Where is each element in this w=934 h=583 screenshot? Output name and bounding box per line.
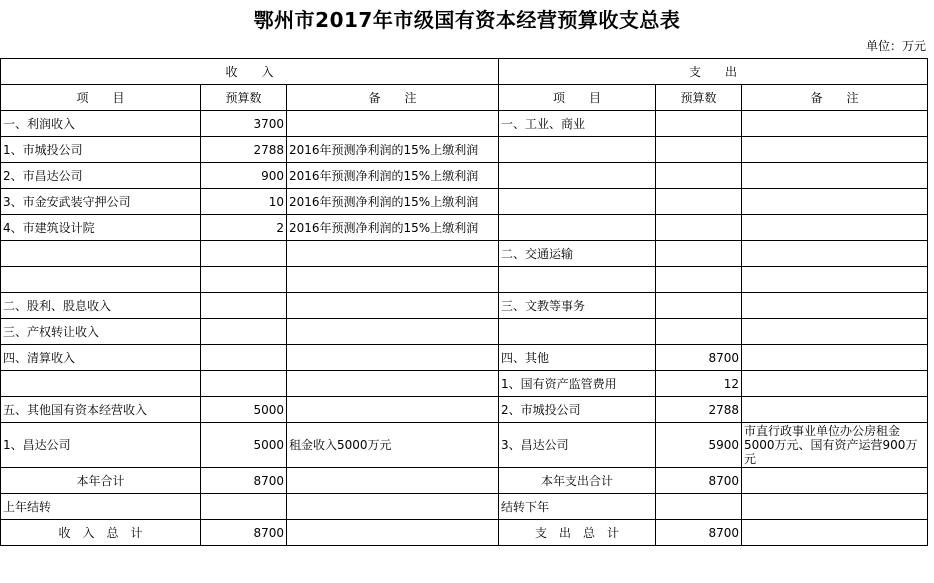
income-item: 1、昌达公司 — [1, 423, 201, 468]
income-budget — [201, 319, 287, 345]
income-budget: 900 — [201, 163, 287, 189]
empty-cell — [287, 468, 499, 494]
expense-budget — [656, 267, 742, 293]
expense-item: 二、交通运输 — [499, 241, 656, 267]
income-note: 2016年预测净利润的15%上缴利润 — [287, 137, 499, 163]
unit-label: 单位：万元 — [865, 39, 926, 53]
income-item — [1, 241, 201, 267]
income-item: 2、市昌达公司 — [1, 163, 201, 189]
income-year-total-value: 8700 — [201, 468, 287, 494]
expense-item — [499, 267, 656, 293]
expense-budget — [656, 163, 742, 189]
expense-note — [742, 397, 928, 423]
expense-item: 三、文教等事务 — [499, 293, 656, 319]
income-item: 3、市金安武装守押公司 — [1, 189, 201, 215]
income-budget: 10 — [201, 189, 287, 215]
expense-note — [742, 163, 928, 189]
income-item: 二、股利、股息收入 — [1, 293, 201, 319]
income-item: 五、其他国有资本经营收入 — [1, 397, 201, 423]
empty-cell — [742, 520, 928, 546]
empty-cell — [287, 494, 499, 520]
income-item: 1、市城投公司 — [1, 137, 201, 163]
income-budget-header: 预算数 — [201, 85, 287, 111]
empty-cell — [656, 494, 742, 520]
income-item — [1, 267, 201, 293]
expense-item — [499, 137, 656, 163]
table-row — [1, 163, 928, 189]
income-item: 四、清算收入 — [1, 345, 201, 371]
expense-item-header: 项 目 — [499, 85, 656, 111]
expense-item: 一、工业、商业 — [499, 111, 656, 137]
expense-budget — [656, 111, 742, 137]
income-item-header: 项 目 — [1, 85, 201, 111]
carry-out-label: 结转下年 — [499, 494, 656, 520]
empty-cell — [201, 494, 287, 520]
table-row — [1, 267, 928, 293]
income-item: 4、市建筑设计院 — [1, 215, 201, 241]
expense-budget-header: 预算数 — [656, 85, 742, 111]
expense-note: 市直行政事业单位办公房租金5000万元、国有资产运营900万元 — [742, 423, 928, 468]
expense-item — [499, 163, 656, 189]
income-note-header: 备 注 — [287, 85, 499, 111]
grand-total-row — [1, 520, 928, 546]
table-row — [1, 371, 928, 397]
expense-note — [742, 189, 928, 215]
expense-item — [499, 189, 656, 215]
income-note — [287, 397, 499, 423]
income-item — [1, 371, 201, 397]
expense-budget — [656, 215, 742, 241]
expense-header: 支 出 — [499, 59, 928, 85]
income-note: 2016年预测净利润的15%上缴利润 — [287, 189, 499, 215]
table-row — [1, 189, 928, 215]
income-note: 2016年预测净利润的15%上缴利润 — [287, 215, 499, 241]
expense-budget: 12 — [656, 371, 742, 397]
table-row — [1, 241, 928, 267]
table-row — [1, 319, 928, 345]
column-header-row — [1, 85, 928, 111]
income-budget — [201, 371, 287, 397]
expense-year-total-label: 本年支出合计 — [499, 468, 656, 494]
income-budget: 5000 — [201, 397, 287, 423]
expense-note — [742, 345, 928, 371]
expense-budget: 5900 — [656, 423, 742, 468]
empty-cell — [742, 468, 928, 494]
carry-in-label: 上年结转 — [1, 494, 201, 520]
income-grand-total-value: 8700 — [201, 520, 287, 546]
expense-year-total-value: 8700 — [656, 468, 742, 494]
expense-item — [499, 215, 656, 241]
income-header: 收 入 — [1, 59, 499, 85]
year-total-row — [1, 468, 928, 494]
expense-note — [742, 267, 928, 293]
income-note — [287, 293, 499, 319]
section-header-row — [1, 59, 928, 85]
expense-budget — [656, 189, 742, 215]
income-budget: 2788 — [201, 137, 287, 163]
empty-cell — [287, 520, 499, 546]
table-row — [1, 215, 928, 241]
expense-item: 四、其他 — [499, 345, 656, 371]
income-note — [287, 345, 499, 371]
page-title: 鄂州市2017年市级国有资本经营预算收支总表 — [253, 8, 681, 32]
expense-item — [499, 319, 656, 345]
table-row — [1, 137, 928, 163]
expense-budget: 8700 — [656, 345, 742, 371]
income-budget — [201, 241, 287, 267]
income-budget — [201, 267, 287, 293]
income-budget: 5000 — [201, 423, 287, 468]
expense-note — [742, 241, 928, 267]
expense-note — [742, 215, 928, 241]
income-note: 2016年预测净利润的15%上缴利润 — [287, 163, 499, 189]
income-note: 租金收入5000万元 — [287, 423, 499, 468]
table-row — [1, 345, 928, 371]
expense-budget: 2788 — [656, 397, 742, 423]
expense-budget — [656, 319, 742, 345]
carryover-row — [1, 494, 928, 520]
expense-item: 2、市城投公司 — [499, 397, 656, 423]
income-budget — [201, 345, 287, 371]
empty-cell — [742, 494, 928, 520]
expense-grand-total-value: 8700 — [656, 520, 742, 546]
table-row — [1, 111, 928, 137]
income-item: 一、利润收入 — [1, 111, 201, 137]
income-grand-total-label: 收 入 总 计 — [1, 520, 201, 546]
income-note — [287, 371, 499, 397]
income-note — [287, 267, 499, 293]
expense-budget — [656, 293, 742, 319]
expense-budget — [656, 241, 742, 267]
income-budget: 3700 — [201, 111, 287, 137]
income-note — [287, 319, 499, 345]
expense-note-header: 备 注 — [742, 85, 928, 111]
income-budget — [201, 293, 287, 319]
expense-note — [742, 137, 928, 163]
expense-note — [742, 293, 928, 319]
expense-item: 1、国有资产监管费用 — [499, 371, 656, 397]
budget-table — [0, 58, 928, 546]
expense-grand-total-label: 支 出 总 计 — [499, 520, 656, 546]
income-budget: 2 — [201, 215, 287, 241]
table-row — [1, 423, 928, 468]
expense-budget — [656, 137, 742, 163]
income-note — [287, 241, 499, 267]
table-row — [1, 293, 928, 319]
income-item: 三、产权转让收入 — [1, 319, 201, 345]
expense-item: 3、昌达公司 — [499, 423, 656, 468]
expense-note — [742, 111, 928, 137]
expense-note — [742, 319, 928, 345]
income-note — [287, 111, 499, 137]
expense-note — [742, 371, 928, 397]
table-row — [1, 397, 928, 423]
income-year-total-label: 本年合计 — [1, 468, 201, 494]
